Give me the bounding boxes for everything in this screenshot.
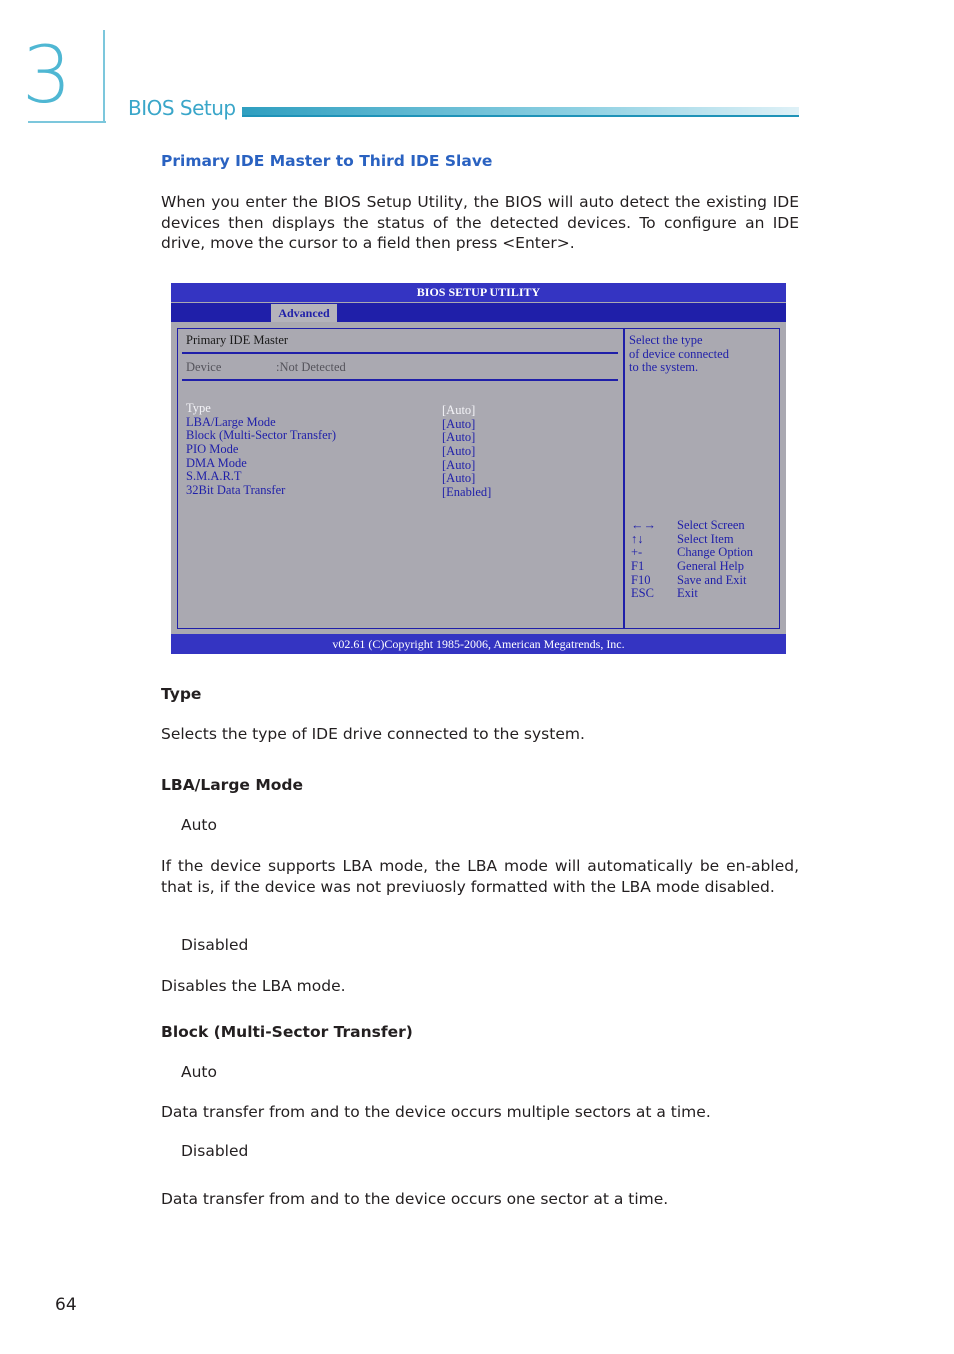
bios-menu-bar	[171, 303, 786, 322]
key-action: Select Item	[677, 532, 734, 546]
arrow-up-down-icon: ↑↓	[631, 532, 644, 546]
key-action: Exit	[677, 586, 698, 600]
help-line: to the system.	[629, 360, 699, 374]
chapter-header-underline	[242, 115, 799, 117]
lba-option-auto: Auto	[181, 816, 217, 834]
intro-paragraph: When you enter the BIOS Setup Utility, the BIOS will auto detect the existing IDE devices then displays the status of the detected devices. To configure an IDE drive, move the cursor to a field then press <Enter>.	[161, 193, 799, 252]
help-line: Select the type	[629, 333, 703, 347]
arrow-left-right-icon: ←→	[631, 518, 656, 532]
setting-label-pio[interactable]: PIO Mode	[186, 442, 239, 456]
block-heading: Block (Multi-Sector Transfer)	[161, 1023, 413, 1041]
setting-value-smart[interactable]: [Auto]	[442, 471, 476, 485]
type-text: Selects the type of IDE drive connected to the system.	[161, 725, 585, 743]
setting-label-block[interactable]: Block (Multi-Sector Transfer)	[186, 428, 336, 442]
setting-value-pio[interactable]: [Auto]	[442, 444, 476, 458]
setting-label-32bit[interactable]: 32Bit Data Transfer	[186, 483, 286, 497]
setting-value-lba[interactable]: [Auto]	[442, 417, 476, 431]
setting-value-32bit[interactable]: [Enabled]	[442, 485, 492, 499]
device-rule	[182, 379, 618, 381]
bios-help-panel	[623, 328, 780, 629]
bios-title-bar: BIOS SETUP UTILITY	[171, 283, 786, 302]
lba-option-disabled: Disabled	[181, 936, 249, 954]
lba-auto-text: If the device supports LBA mode, the LBA mode will automatically be en-abled, that is, if the device was not previuosly formatted with the LBA mode disabled.	[161, 857, 799, 896]
block-auto-text: Data transfer from and to the device occurs multiple sectors at a time.	[161, 1103, 711, 1121]
section-title: Primary IDE Master to Third IDE Slave	[161, 152, 493, 170]
device-value: :Not Detected	[276, 360, 346, 374]
setting-label-dma[interactable]: DMA Mode	[186, 456, 247, 470]
bios-screen	[171, 283, 786, 654]
setting-value-dma[interactable]: [Auto]	[442, 458, 476, 472]
key-action: General Help	[677, 559, 744, 573]
lba-heading: LBA/Large Mode	[161, 776, 304, 794]
bios-footer: v02.61 (C)Copyright 1985-2006, American Megatrends, Inc.	[171, 634, 786, 654]
block-option-disabled: Disabled	[181, 1142, 249, 1160]
setting-label-type[interactable]: Type	[186, 401, 211, 415]
help-line: of device connected	[629, 347, 729, 361]
key-action: Save and Exit	[677, 573, 747, 587]
key-action: Select Screen	[677, 518, 745, 532]
panel-title-rule	[182, 352, 618, 354]
lba-disabled-text: Disables the LBA mode.	[161, 977, 346, 995]
key-name: F10	[631, 573, 651, 587]
page-number: 64	[55, 1295, 77, 1315]
chapter-divider-vertical	[103, 30, 105, 122]
device-label: Device	[186, 360, 222, 374]
bios-main-panel	[177, 328, 625, 629]
chapter-divider-horizontal	[28, 121, 106, 123]
block-disabled-text: Data transfer from and to the device occurs one sector at a time.	[161, 1190, 669, 1208]
setting-label-lba[interactable]: LBA/Large Mode	[186, 415, 276, 429]
chapter-title: BIOS Setup	[128, 96, 236, 120]
setting-value-type[interactable]: [Auto]	[442, 403, 476, 417]
setting-value-block[interactable]: [Auto]	[442, 430, 476, 444]
setting-label-smart[interactable]: S.M.A.R.T	[186, 469, 242, 483]
tab-advanced[interactable]: Advanced	[271, 304, 337, 322]
panel-title: Primary IDE Master	[186, 333, 289, 347]
key-name: F1	[631, 559, 645, 573]
block-option-auto: Auto	[181, 1063, 217, 1081]
key-name: +-	[631, 545, 643, 559]
key-name: ESC	[631, 586, 654, 600]
key-action: Change Option	[677, 545, 754, 559]
chapter-number: 3	[22, 31, 72, 121]
type-heading: Type	[161, 685, 202, 703]
